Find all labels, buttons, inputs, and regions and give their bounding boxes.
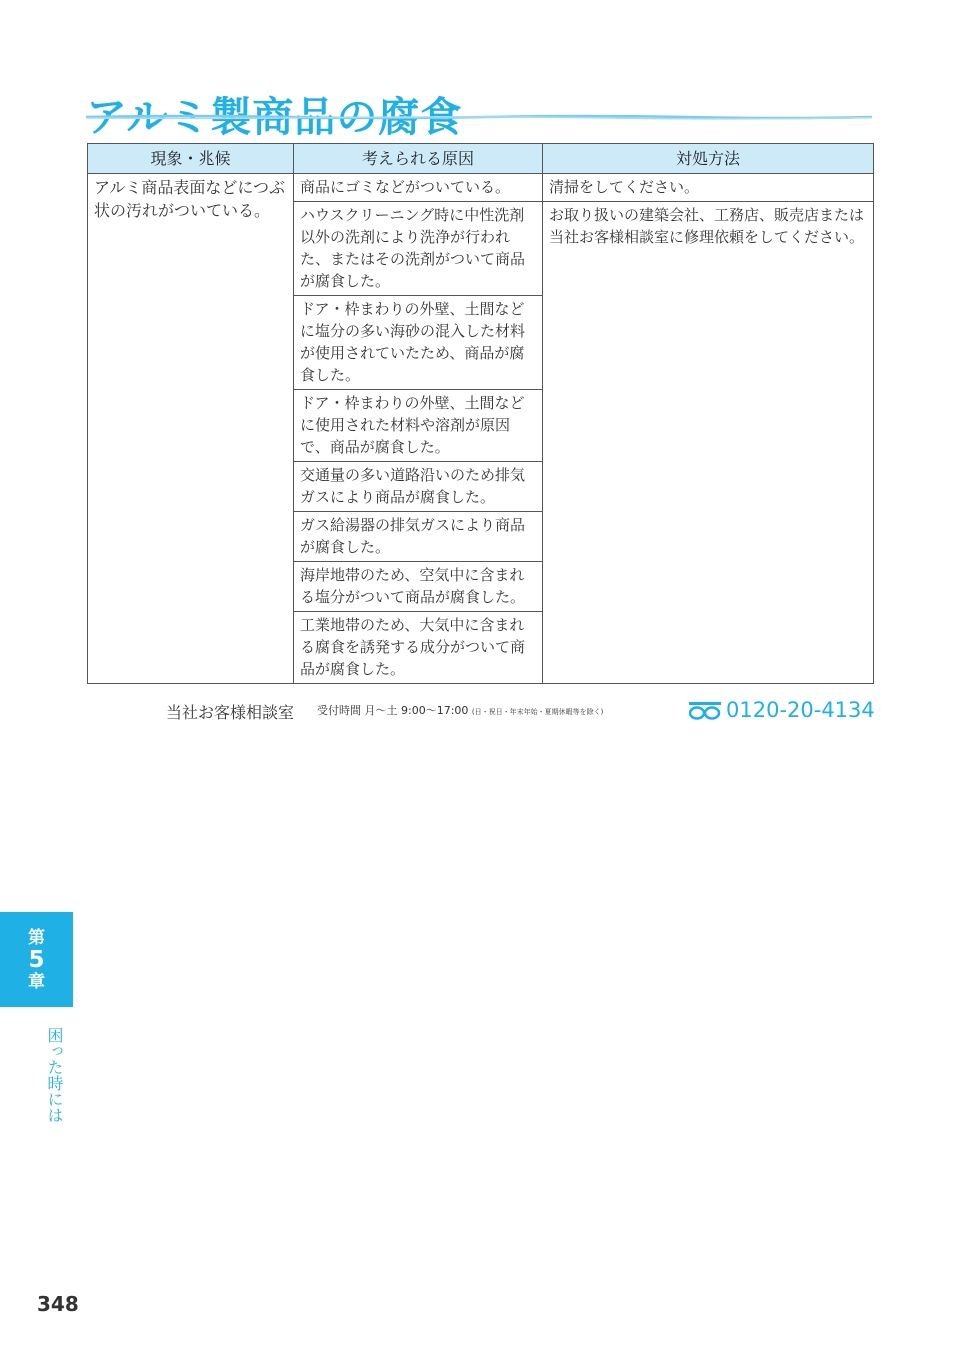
chapter-label-top: 第 xyxy=(28,928,45,948)
table-row xyxy=(88,174,874,202)
chapter-section-title: 困った時には xyxy=(45,1027,64,1123)
title-underline xyxy=(86,114,872,120)
hours-text: 受付時間 月〜土 9:00〜17:00 xyxy=(317,704,469,717)
chapter-label-bottom: 章 xyxy=(28,972,45,992)
corrosion-table xyxy=(87,143,874,684)
cause-cell: ハウスクリーニング時に中性洗剤以外の洗剤により洗浄が行われた、またはその洗剤がついて商品が腐食した。 xyxy=(294,202,543,296)
cause-cell: ドア・枠まわりの外壁、土間などに塩分の多い海砂の混入した材料が使用されていたため、商品が腐食した。 xyxy=(294,296,543,390)
freedial-icon xyxy=(689,702,721,720)
cause-cell: 工業地帯のため、大気中に含まれる腐食を誘発する成分がついて商品が腐食した。 xyxy=(294,612,543,684)
hours-note: (日・祝日・年末年始・夏期休暇等を除く) xyxy=(471,708,604,716)
chapter-tab xyxy=(0,912,73,1007)
page-title: アルミ製商品の腐食 xyxy=(86,93,463,142)
header-symptom: 現象・兆候 xyxy=(88,144,294,174)
header-cause: 考えられる原因 xyxy=(294,144,543,174)
cause-cell: 交通量の多い道路沿いのため排気ガスにより商品が腐食した。 xyxy=(294,462,543,512)
chapter-number: 5 xyxy=(28,947,45,973)
symptom-cell: アルミ商品表面などにつぶ状の汚れがついている。 xyxy=(88,174,294,684)
page-number: 348 xyxy=(37,1292,79,1316)
table-header-row xyxy=(88,144,874,174)
cause-cell: ドア・枠まわりの外壁、土間などに使用された材料や溶剤が原因で、商品が腐食した。 xyxy=(294,390,543,462)
cause-cell: ガス給湯器の排気ガスにより商品が腐食した。 xyxy=(294,512,543,562)
phone-number[interactable]: 0120-20-4134 xyxy=(726,698,875,722)
cause-cell: 商品にゴミなどがついている。 xyxy=(294,174,543,202)
remedy-cell: お取り扱いの建築会社、工務店、販売店または当社お客様相談室に修理依頼をしてください。 xyxy=(543,202,874,684)
cause-cell: 海岸地帯のため、空気中に含まれる塩分がついて商品が腐食した。 xyxy=(294,562,543,612)
business-hours xyxy=(317,702,603,718)
customer-center-label: 当社お客様相談室 xyxy=(166,703,295,722)
remedy-cell: 清掃をしてください。 xyxy=(543,174,874,202)
header-remedy: 対処方法 xyxy=(543,144,874,174)
contact-line xyxy=(166,698,875,724)
